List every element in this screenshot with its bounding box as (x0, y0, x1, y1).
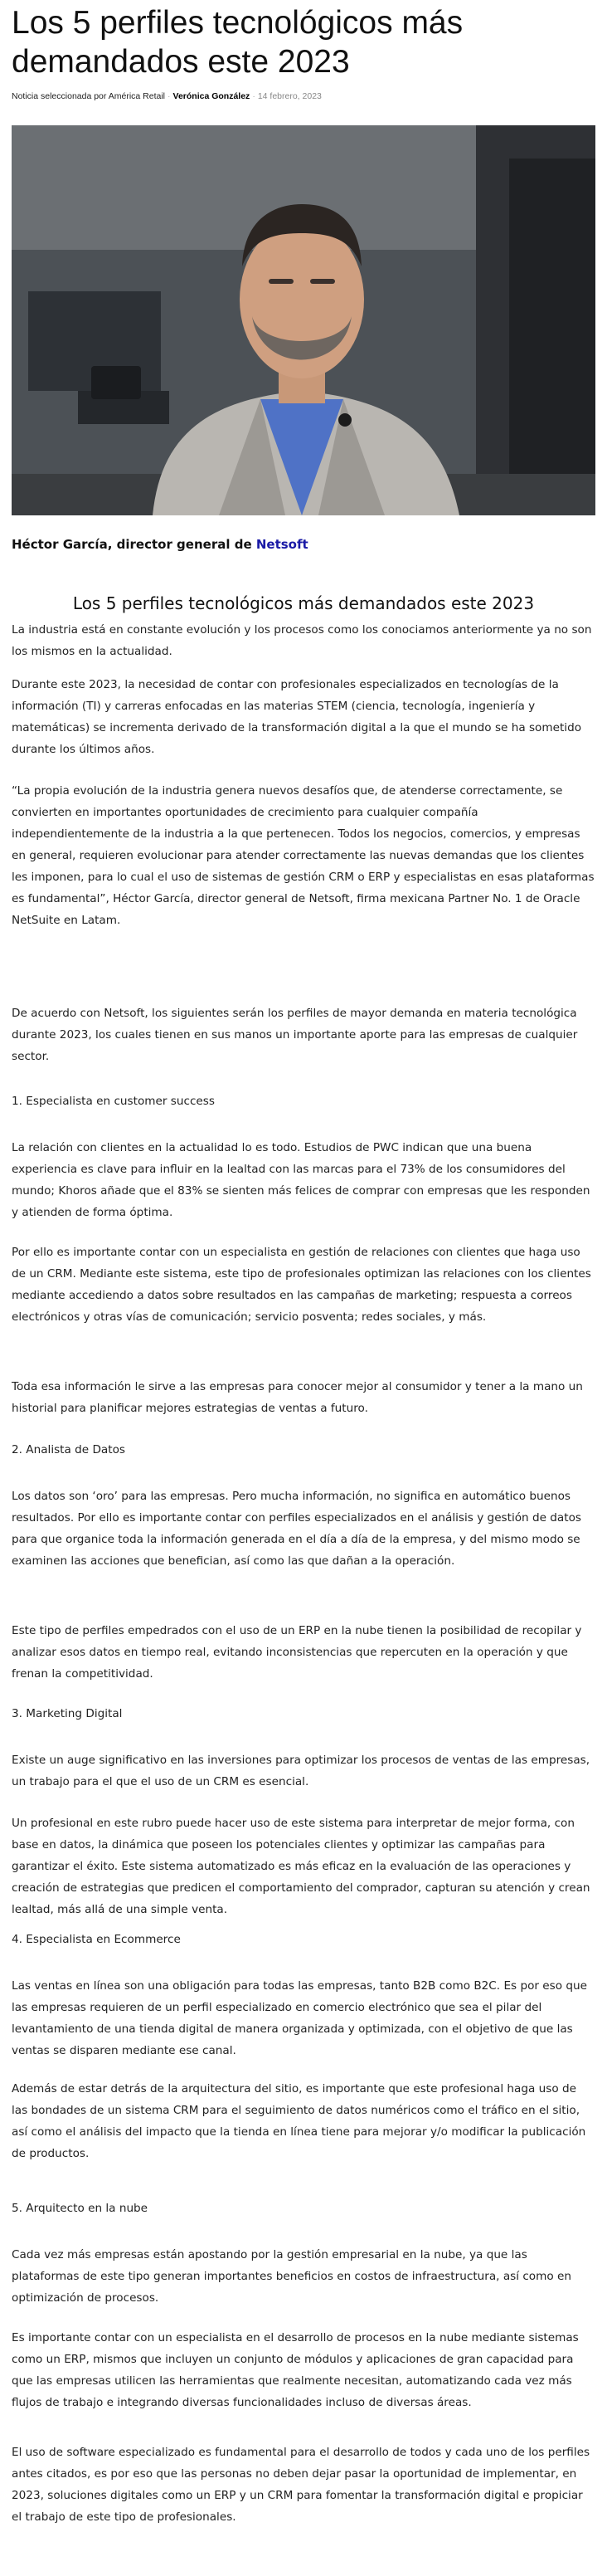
section-heading: 5. Arquitecto en la nube (12, 2202, 148, 2215)
paragraph: El uso de software especializado es fundamental para el desarrollo de todos y cada uno de los perfiles antes citados, es por eso que las personas no deben dejar pasar la oportunidad de implementar, en 2023, soluciones digitales como un ERP y un CRM para fomentar la transformación digital e propiciar el trabajo de este tipo de profesionales. (12, 2446, 590, 2524)
paragraph: Un profesional en este rubro puede hacer uso de este sistema para interpretar de mejor forma, con base en datos, la dinámica que poseen los potenciales clientes y optimizar las campañas para garantizar el éxito. Este sistema automatizado es más eficaz en la evaluación de las operaciones y creación de estrategias que predicen el comportamiento del comprador, capturan su atención y crean lealtad, más allá de una simple venta. (12, 1817, 590, 1916)
paragraph: Las ventas en línea son una obligación para todas las empresas, tanto B2B como B2C. Es por eso que las empresas requieren de un perfil especializado en comercio electrónico que sea el pilar del levantamiento de una tienda digital de manera organizada y optimizada, con el objetivo de que las ventas se disparen mediante ese canal. (12, 1979, 587, 2057)
paragraph: Existe un auge significativo en las inversiones para optimizar los procesos de ventas de las empresas, un trabajo para el que el uso de un CRM es esencial. (12, 1754, 590, 1788)
netsoft-link[interactable]: Netsoft (255, 537, 308, 552)
paragraph: La industria está en constante evolución y los procesos como los conociamos anteriormente ya no son los mismos en la actualidad. (12, 623, 592, 658)
portrait-photo-icon (12, 125, 595, 515)
publish-date: 14 febrero, 2023 (257, 91, 322, 101)
article-subheading: Los 5 perfiles tecnológicos más demandados este 2023 (72, 593, 535, 613)
photo-caption (12, 537, 308, 552)
meta-separator-2: · (252, 91, 255, 101)
article-title: Los 5 perfiles tecnológicos más demandados este 2023 (12, 5, 464, 80)
paragraph: Cada vez más empresas están apostando por la gestión empresarial en la nube, ya que las plataformas de este tipo generan importantes beneficios en costos de infraestructura, así como en optimización de procesos. (12, 2248, 571, 2305)
section-heading: 4. Especialista en Ecommerce (12, 1933, 181, 1946)
paragraph: Además de estar detrás de la arquitectura del sitio, es importante que este profesional haga uso de las bondades de un sistema CRM para el seguimiento de datos numéricos como el tráfico en el sitio, así como el análisis del impacto que la tienda en línea tiene para mejorar y/o modificar la publicación de productos. (12, 2082, 586, 2160)
paragraph: Toda esa información le sirve a las empresas para conocer mejor al consumidor y tener a la mano un historial para planificar mejores estrategias de ventas a futuro. (12, 1380, 583, 1415)
author-link[interactable]: Verónica González (172, 91, 250, 101)
paragraph: Los datos son ‘oro’ para las empresas. Pero mucha información, no significa en automático buenos resultados. Por ello es importante contar con perfiles especializados en el análisis y gestión de datos para que organice toda la información generada en el día a día de la empresa, y del mismo modo se examinen las acciones que benefician, así como las que dañan a la operación. (12, 1490, 581, 1568)
paragraph: Por ello es importante contar con un especialista en gestión de relaciones con clientes que haga uso de un CRM. Mediante este sistema, este tipo de profesionales optimizan las relaciones con los clientes mediante accediendo a datos sobre resultados en las campañas de marketing; respuesta a correos electrónicos y otras vías de comunicación; servicio posventa; redes sociales, y más. (12, 1246, 591, 1324)
section-heading: 2. Analista de Datos (12, 1443, 125, 1456)
article-meta (12, 91, 322, 101)
paragraph: Este tipo de perfiles empedrados con el uso de un ERP en la nube tienen la posibilidad de recopilar y analizar esos datos en tiempo real, evitando inconsistencias que repercuten en la operación y que frenan la competitividad. (12, 1624, 582, 1681)
meta-separator: · (168, 91, 171, 101)
section-heading: 3. Marketing Digital (12, 1707, 123, 1720)
paragraph: “La propia evolución de la industria genera nuevos desafíos que, de atenderse correctamente, se convierten en importantes oportunidades de crecimiento para cualquier compañía independientemente de la industria a la que pertenecen. Todos los negocios, comercios, y empresas en general, requieren evolucionar para atender correctamente las nuevas demandas que los clientes les imponen, para lo cual el uso de sistemas de gestión CRM o ERP y especialistas en esas plataformas es fundamental”, Héctor García, director general de Netsoft, firma mexicana Partner No. 1 de Oracle NetSuite en Latam. (12, 784, 595, 927)
paragraph: De acuerdo con Netsoft, los siguientes serán los perfiles de mayor demanda en materia tecnológica durante 2023, los cuales tienen en sus manos un importante aporte para las empresas de cualquier sector. (12, 1007, 578, 1063)
section-heading: 1. Especialista en customer success (12, 1095, 215, 1108)
paragraph: Durante este 2023, la necesidad de contar con profesionales especializados en tecnologías de la información (TI) y carreras enfocadas en las materias STEM (ciencia, tecnología, ingeniería y matemáticas) se incrementa derivado de la transformación digital a la que el mundo se ha sometido durante los últimos años. (12, 678, 582, 756)
paragraph: Es importante contar con un especialista en el desarrollo de procesos en la nube mediante sistemas como un ERP, mismos que incluyen un conjunto de módulos y aplicaciones de gran capacidad para que las empresas utilicen las herramientas que realmente necesitan, automatizando cada vez más flujos de trabajo e integrando diversas funcionalidades incluso de diversas áreas. (12, 2331, 579, 2409)
meta-prefix: Noticia seleccionada por América Retail (12, 91, 166, 101)
caption-text: Héctor García, director general de (12, 537, 256, 552)
paragraph: La relación con clientes en la actualidad lo es todo. Estudios de PWC indican que una buena experiencia es clave para influir en la lealtad con las marcas para el 73% de los consumidores del mundo; Khoros añade que el 83% se sienten más felices de comprar con empresas que les responden y atienden de forma óptima. (12, 1141, 590, 1219)
article-photo (12, 125, 595, 515)
